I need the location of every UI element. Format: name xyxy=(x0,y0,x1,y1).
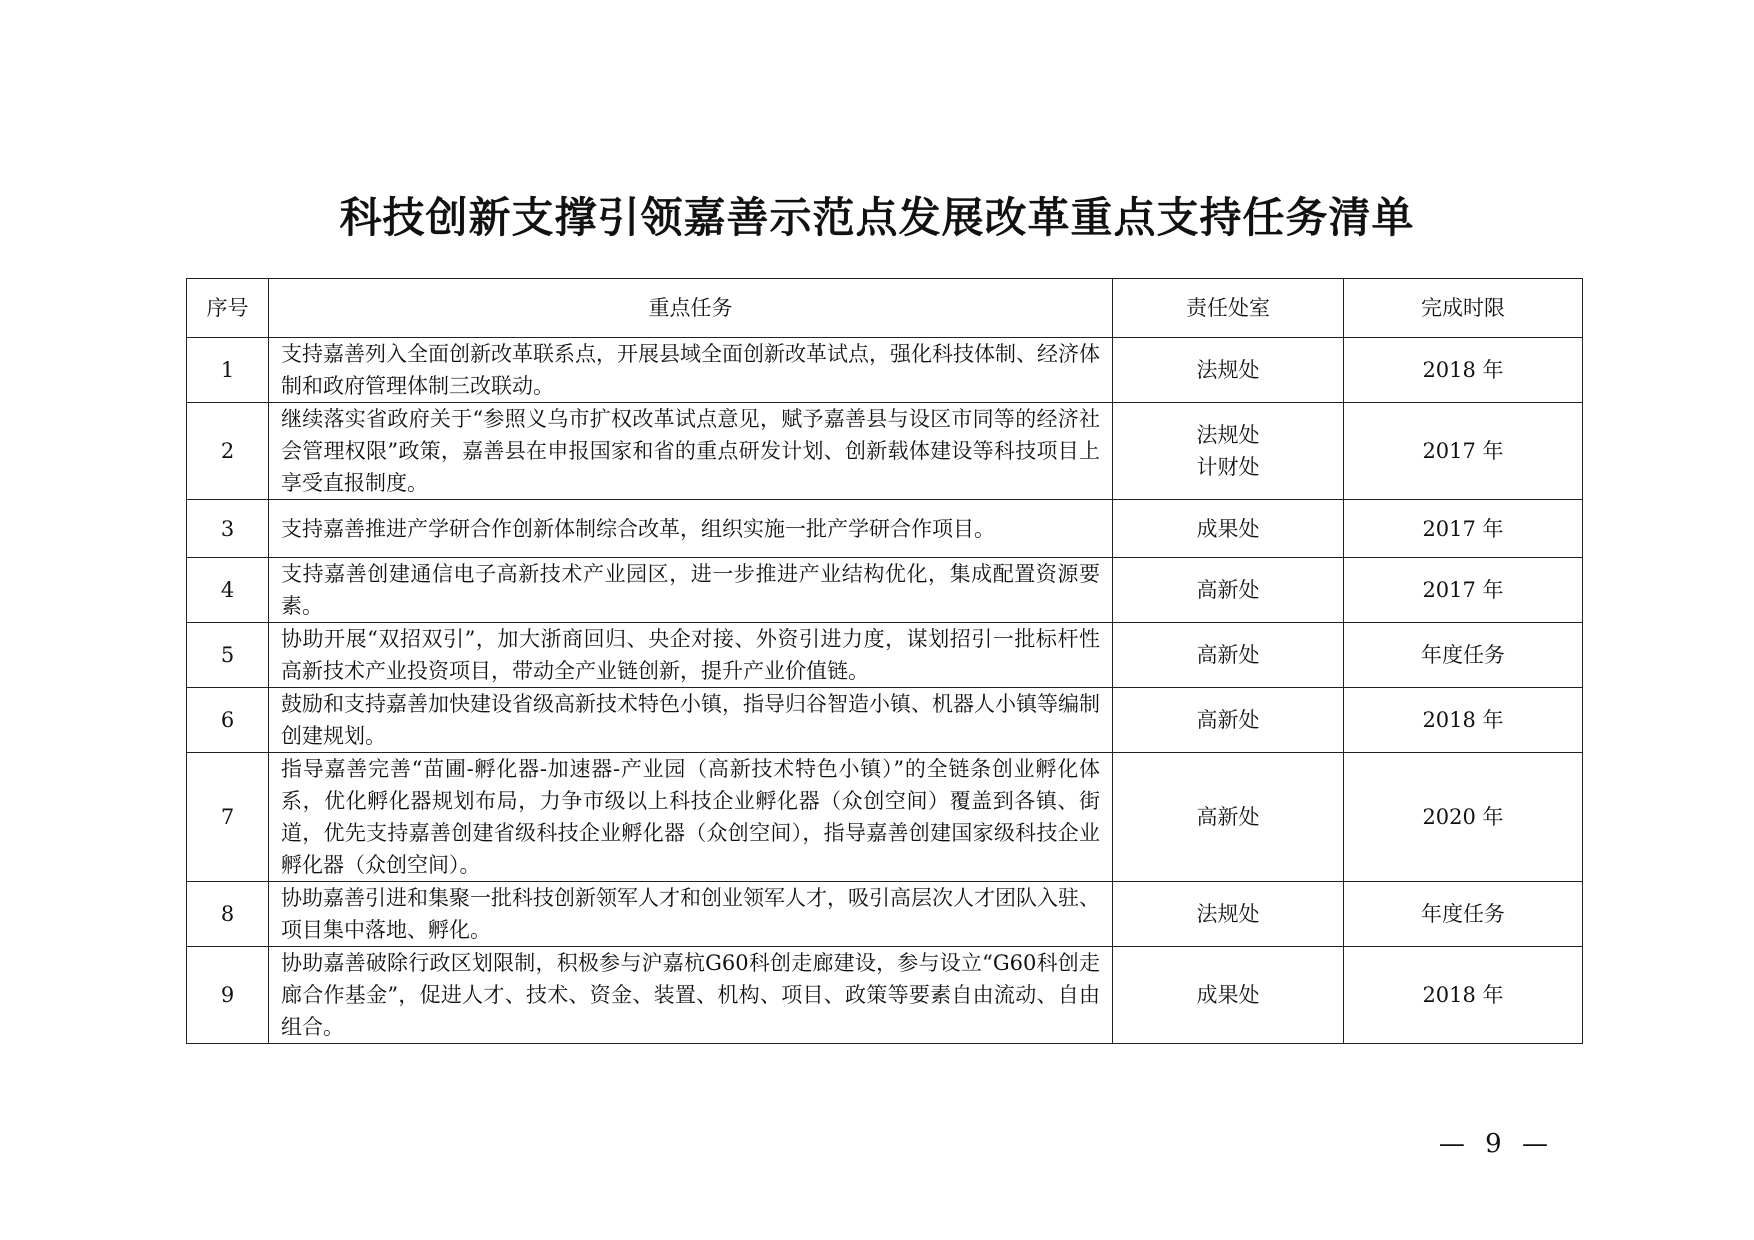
row-dept xyxy=(1113,338,1344,403)
header-deadline: 完成时限 xyxy=(1344,279,1583,338)
header-task: 重点任务 xyxy=(269,279,1113,338)
table-row xyxy=(187,623,1583,688)
row-task: 支持嘉善推进产学研合作创新体制综合改革，组织实施一批产学研合作项目。 xyxy=(269,500,1113,558)
dept-name: 法规处 xyxy=(1196,423,1260,447)
row-dept xyxy=(1113,688,1344,753)
row-no: 4 xyxy=(187,558,269,623)
dept-name: 成果处 xyxy=(1196,983,1260,1007)
dept-name: 法规处 xyxy=(1196,902,1260,926)
row-no: 8 xyxy=(187,882,269,947)
row-no: 6 xyxy=(187,688,269,753)
dept-name: 法规处 xyxy=(1196,358,1260,382)
dept-name: 成果处 xyxy=(1196,516,1260,541)
row-no: 3 xyxy=(187,500,269,558)
row-deadline: 2017 年 xyxy=(1344,403,1583,500)
table-row xyxy=(187,338,1583,403)
row-dept xyxy=(1113,947,1344,1044)
table-row xyxy=(187,882,1583,947)
table-row xyxy=(187,558,1583,623)
row-dept xyxy=(1113,403,1344,500)
row-deadline: 2017 年 xyxy=(1344,500,1583,558)
dept-name: 高新处 xyxy=(1196,805,1260,829)
row-task: 协助开展“双招双引”，加大浙商回归、央企对接、外资引进力度，谋划招引一批标杆性高新技术产业投资项目，带动全产业链创新，提升产业价值链。 xyxy=(269,623,1113,688)
dept-name: 高新处 xyxy=(1196,708,1260,732)
row-no: 9 xyxy=(187,947,269,1044)
row-dept xyxy=(1113,500,1344,558)
row-task: 协助嘉善破除行政区划限制，积极参与沪嘉杭G60科创走廊建设，参与设立“G60科创走廊合作基金”，促进人才、技术、资金、装置、机构、项目、政策等要素自由流动、自由组合。 xyxy=(269,947,1113,1044)
table-row xyxy=(187,500,1583,558)
row-dept xyxy=(1113,882,1344,947)
row-deadline: 2017 年 xyxy=(1344,558,1583,623)
table-row xyxy=(187,947,1583,1044)
row-task: 指导嘉善完善“苗圃-孵化器-加速器-产业园（高新技术特色小镇）”的全链条创业孵化体系，优化孵化器规划布局，力争市级以上科技企业孵化器（众创空间）覆盖到各镇、街道，优先支持嘉善创建省级科技企业孵化器（众创空间），指导嘉善创建国家级科技企业孵化器（众创空间）。 xyxy=(269,753,1113,882)
row-no: 2 xyxy=(187,403,269,500)
row-deadline: 2020 年 xyxy=(1344,753,1583,882)
row-no: 1 xyxy=(187,338,269,403)
row-dept xyxy=(1113,558,1344,623)
row-deadline: 年度任务 xyxy=(1344,882,1583,947)
row-task: 鼓励和支持嘉善加快建设省级高新技术特色小镇，指导归谷智造小镇、机器人小镇等编制创建规划。 xyxy=(269,688,1113,753)
page-number: — 9 — xyxy=(1438,1129,1554,1159)
row-deadline: 2018 年 xyxy=(1344,688,1583,753)
dept-name: 高新处 xyxy=(1196,643,1260,667)
table-row xyxy=(187,688,1583,753)
table-row xyxy=(187,403,1583,500)
row-deadline: 年度任务 xyxy=(1344,623,1583,688)
row-task: 支持嘉善列入全面创新改革联系点，开展县域全面创新改革试点，强化科技体制、经济体制和政府管理体制三改联动。 xyxy=(269,338,1113,403)
table-header-row xyxy=(187,279,1583,338)
row-task: 继续落实省政府关于“参照义乌市扩权改革试点意见，赋予嘉善县与设区市同等的经济社会管理权限”政策，嘉善县在申报国家和省的重点研发计划、创新载体建设等科技项目上享受直报制度。 xyxy=(269,403,1113,500)
row-no: 5 xyxy=(187,623,269,688)
header-no: 序号 xyxy=(187,279,269,338)
row-task: 支持嘉善创建通信电子高新技术产业园区，进一步推进产业结构优化，集成配置资源要素。 xyxy=(269,558,1113,623)
row-deadline: 2018 年 xyxy=(1344,947,1583,1044)
document-title: 科技创新支撑引领嘉善示范点发展改革重点支持任务清单 xyxy=(339,193,1415,242)
row-dept xyxy=(1113,623,1344,688)
header-dept: 责任处室 xyxy=(1113,279,1344,338)
row-task: 协助嘉善引进和集聚一批科技创新领军人才和创业领军人才，吸引高层次人才团队入驻、项目集中落地、孵化。 xyxy=(269,882,1113,947)
table-row xyxy=(187,753,1583,882)
row-deadline: 2018 年 xyxy=(1344,338,1583,403)
dept-name: 高新处 xyxy=(1196,578,1260,602)
dept-name: 计财处 xyxy=(1196,455,1260,479)
row-dept xyxy=(1113,753,1344,882)
task-table xyxy=(186,278,1583,1044)
row-no: 7 xyxy=(187,753,269,882)
